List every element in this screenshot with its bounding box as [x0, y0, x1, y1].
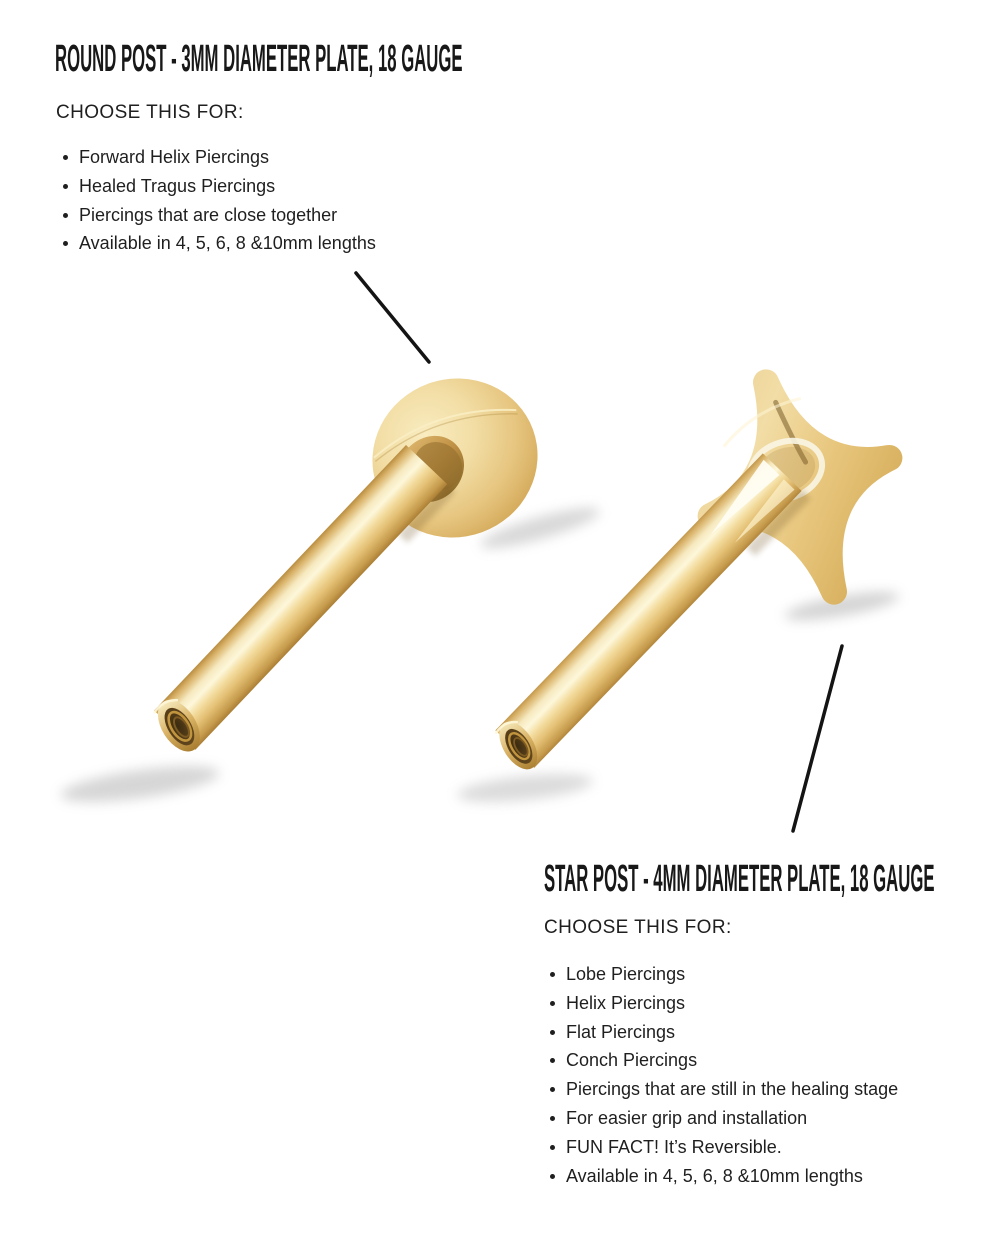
bullet-item: Forward Helix Piercings: [56, 143, 376, 172]
bullet-item: Piercings that are close together: [56, 201, 376, 230]
star-post-shaft: [483, 451, 811, 788]
shadow-star-post-tip: [456, 769, 594, 807]
bullet-item: FUN FACT! It’s Reversible.: [543, 1133, 898, 1162]
leader-line-star-post: [793, 646, 842, 831]
bullet-item: For easier grip and installation: [543, 1104, 898, 1133]
bullet-item: Lobe Piercings: [543, 960, 898, 989]
bullet-item: Helix Piercings: [543, 989, 898, 1018]
bullet-item: Piercings that are still in the healing stage: [543, 1075, 898, 1104]
bullet-item: Conch Piercings: [543, 1046, 898, 1075]
bullet-item: Available in 4, 5, 6, 8 &10mm lengths: [56, 229, 376, 258]
shadow-round-post-tip: [59, 759, 221, 809]
star-post-title: STAR POST - 4MM DIAMETER PLATE, 18 GAUGE: [544, 858, 935, 900]
round-post-bullet-list: [56, 143, 376, 258]
bullet-item: Flat Piercings: [543, 1018, 898, 1047]
bullet-item: Available in 4, 5, 6, 8 &10mm lengths: [543, 1162, 898, 1191]
star-post-subtitle: CHOOSE THIS FOR:: [544, 917, 732, 938]
leader-line-round-post: [356, 273, 429, 362]
star-post-illustration: [483, 353, 924, 787]
round-post-title: ROUND POST - 3MM DIAMETER PLATE, 18 GAUGE: [55, 38, 463, 80]
round-post-illustration: [140, 355, 560, 770]
round-post-subtitle: CHOOSE THIS FOR:: [56, 102, 244, 123]
shadows: [59, 500, 901, 809]
star-post-bullet-list: [543, 960, 898, 1190]
round-post-shaft: [140, 443, 456, 771]
bullet-item: Healed Tragus Piercings: [56, 172, 376, 201]
